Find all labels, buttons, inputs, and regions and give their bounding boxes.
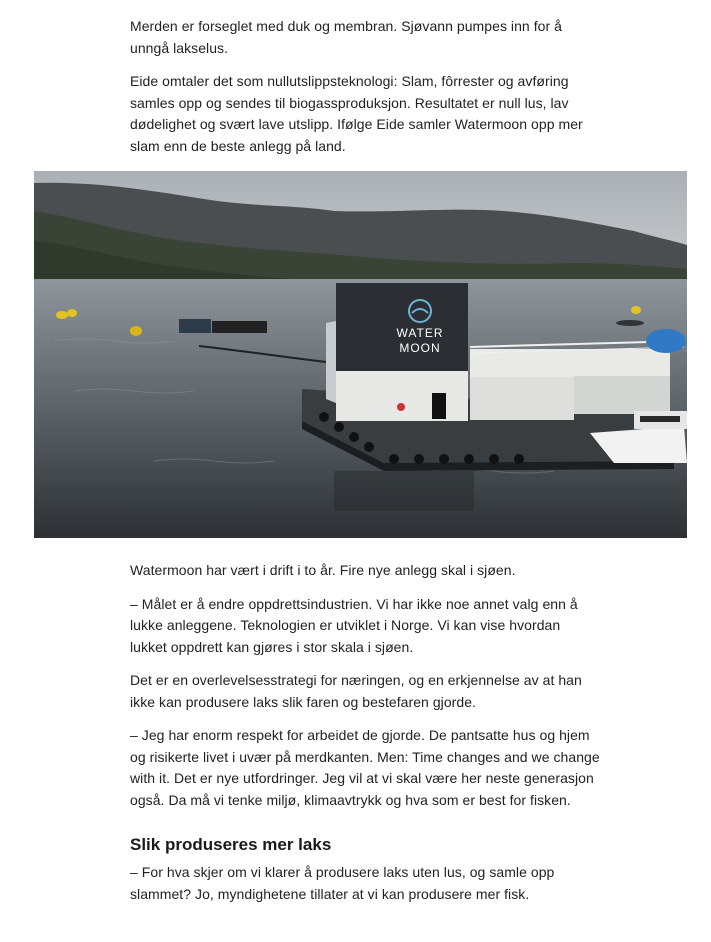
boat-windows: [640, 416, 680, 422]
building-lower: [336, 371, 468, 421]
paragraph: Merden er forseglet med duk og membran. Sjøvann pumpes inn for å unngå lakselus.: [130, 18, 562, 56]
paragraph: Watermoon har vært i drift i to år. Fire nye anlegg skal i sjøen.: [130, 562, 516, 578]
yellow-buoy: [130, 326, 142, 336]
fish-farm-photo: [34, 171, 687, 538]
yellow-buoy: [67, 309, 77, 317]
blue-tank: [646, 329, 686, 353]
section-heading-wrap: [130, 834, 600, 856]
lifebuoy: [397, 403, 405, 411]
container: [574, 376, 670, 414]
yellow-buoy: [56, 311, 68, 319]
work-boat: [179, 319, 211, 333]
small-boat: [616, 320, 644, 326]
article-intro: [130, 16, 600, 157]
paragraph: Eide omtaler det som nullutslippsteknologi: Slam, fôrrester og avføring samles opp og sendes til biogassproduksjon. Resultatet er null lus, lav dødelighet og svært lave utslipp. Ifølge Eide samler Watermoon opp mer slam enn de beste anlegg på land.: [130, 73, 583, 154]
paragraph: – Jeg har enorm respekt for arbeidet de gjorde. De pantsatte hus og hjem og risikerte livet i uvær på merdkanten. Men: Time changes and we change with it. Det er nye utfordringer. Jeg vil at vi skal være her neste generasjon også. Da må vi tenke miljø, klimaavtrykk og hva som er best for fisken.: [130, 727, 600, 808]
article-continuation: [130, 862, 600, 905]
logo-text-line1: WATER: [396, 326, 444, 340]
paragraph: – Målet er å endre oppdrettsindustrien. Vi har ikke noe annet valg enn å lukke anleggene. Teknologien er utviklet i Norge. Vi kan vise hvordan lukket oppdrett kan gjøres i stor skala i sjøen.: [130, 595, 578, 655]
building-door: [432, 393, 446, 419]
article-photo: [34, 171, 687, 538]
container: [470, 376, 574, 420]
yellow-buoy: [631, 306, 641, 314]
paragraph: Det er en overlevelsesstrategi for næringen, og en erkjennelse av at han ikke kan produsere laks slik faren og bestefaren gjorde.: [130, 672, 582, 710]
logo-text-line2: MOON: [399, 341, 441, 355]
reflection: [334, 471, 474, 511]
building-side: [326, 321, 336, 403]
paragraph: – For hva skjer om vi klarer å produsere laks uten lus, og samle opp slammet? Jo, myndighetene tillater at vi kan produsere mer fisk.: [130, 864, 555, 902]
section-heading: Slik produseres mer laks: [130, 835, 332, 854]
work-barge: [212, 321, 267, 333]
article-body: [130, 560, 600, 811]
container-top: [470, 349, 670, 377]
